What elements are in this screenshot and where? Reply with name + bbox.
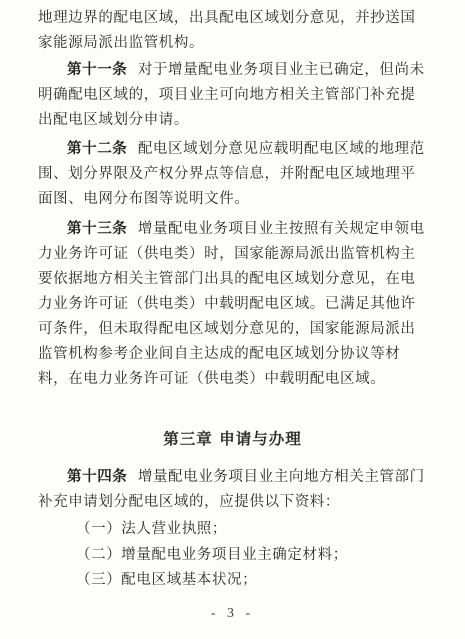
chapter-heading: 第三章 申请与办理 <box>163 429 302 448</box>
list-item: （三）配电区域基本状况； <box>76 572 258 588</box>
paragraph-text: 增量配电业务项目业主按照有关规定申领电力业务许可证（供电类）时，国家能源局派出监管机构主要依据地方相关主管部门出具的配电区域划分意见，在电力业务许可证（供电类）中载明配电区域。已满足其他许可条件，但未取得配电区域划分意见的，国家能源局派出监管机构参考企业间自主达成的配电区域划分协议等材料，在电力业务许可证（供电类）中载明配电区域。 <box>38 221 425 387</box>
paragraph-text: 地理边界的配电区域，出具配电区域划分意见，并抄送国家能源局派出监管机构。 <box>38 10 416 51</box>
list-item: （二）增量配电业务项目业主确定材料； <box>76 547 348 563</box>
paragraph-text: 对于增量配电业务项目业主已确定，但尚未明确配电区域的，项目业主可向地方相关主管部门补充提出配电区域划分申请。 <box>38 62 425 128</box>
article-14 <box>38 464 430 515</box>
paragraph-text: 增量配电业务项目业主向地方相关主管部门补充申请划分配电区域的，应提供以下资料： <box>38 469 425 510</box>
paragraph-continuation <box>38 6 430 56</box>
article-12 <box>38 136 430 212</box>
article-number: 第十二条 <box>67 140 128 157</box>
article-number: 第十三条 <box>67 220 128 237</box>
article-13 <box>38 216 430 392</box>
article-11 <box>38 57 430 133</box>
paragraph-text: 配电区域划分意见应载明配电区域的地理范围、划分界限及产权分界点等信息，并附配电区域地理平面图、电网分布图等说明文件。 <box>38 141 425 207</box>
list-item: （一）法人营业执照； <box>76 521 227 537</box>
page-number: - 3 - <box>210 606 255 621</box>
article-number: 第十四条 <box>67 468 128 485</box>
article-number: 第十一条 <box>67 61 128 78</box>
